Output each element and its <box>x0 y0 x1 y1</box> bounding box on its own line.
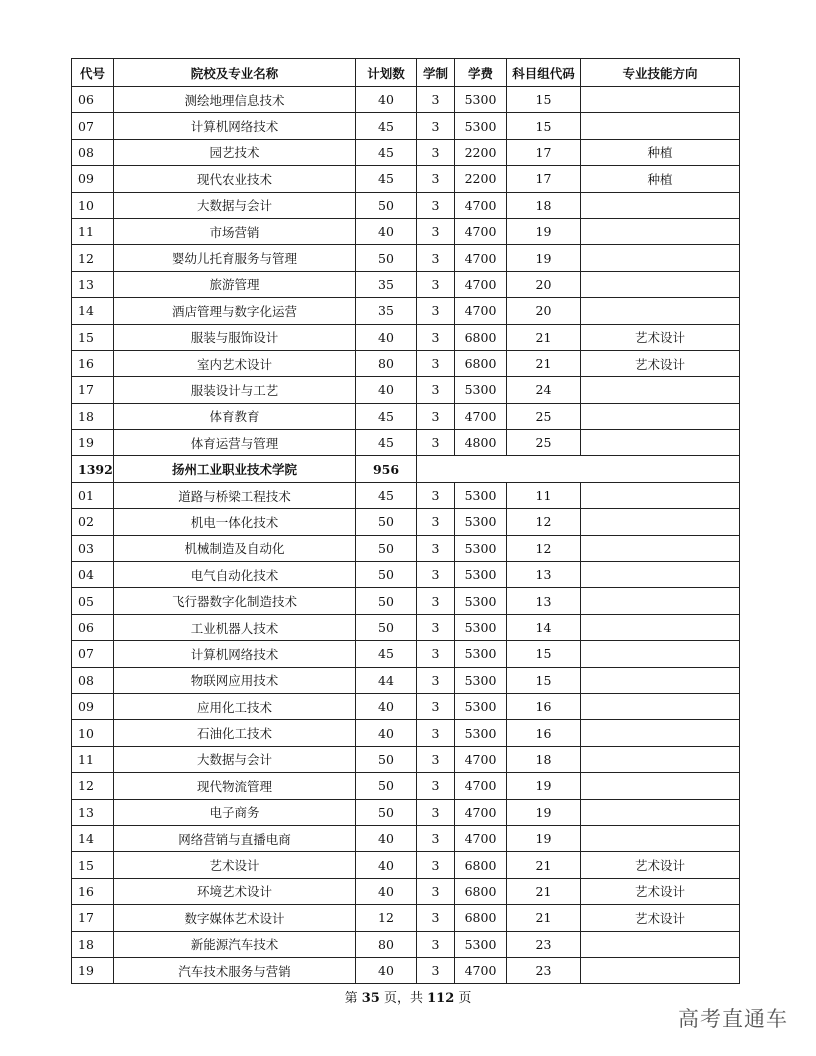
row-code: 08 <box>72 139 114 165</box>
row-duration: 3 <box>417 852 455 878</box>
row-code: 19 <box>72 957 114 983</box>
row-skill-direction <box>581 403 740 429</box>
row-tuition: 5300 <box>455 377 507 403</box>
row-plan: 40 <box>356 957 417 983</box>
row-tuition: 5300 <box>455 931 507 957</box>
row-skill-direction: 艺术设计 <box>581 878 740 904</box>
row-code: 12 <box>72 773 114 799</box>
row-major-name: 石油化工技术 <box>114 720 356 746</box>
row-plan: 40 <box>356 218 417 244</box>
row-subject-code: 20 <box>507 271 581 297</box>
row-plan: 50 <box>356 746 417 772</box>
row-skill-direction <box>581 245 740 271</box>
college-plan-total: 956 <box>356 456 417 482</box>
college-merged-cell <box>417 456 740 482</box>
row-major-name: 体育教育 <box>114 403 356 429</box>
row-duration: 3 <box>417 192 455 218</box>
row-major-name: 环境艺术设计 <box>114 878 356 904</box>
table-row <box>72 377 740 403</box>
row-plan: 50 <box>356 614 417 640</box>
header-tuition: 学费 <box>455 59 507 87</box>
row-plan: 45 <box>356 641 417 667</box>
row-tuition: 4700 <box>455 825 507 851</box>
row-duration: 3 <box>417 113 455 139</box>
row-skill-direction <box>581 693 740 719</box>
table-row <box>72 430 740 456</box>
row-subject-code: 14 <box>507 614 581 640</box>
table-row <box>72 720 740 746</box>
row-plan: 50 <box>356 535 417 561</box>
row-duration: 3 <box>417 298 455 324</box>
header-name: 院校及专业名称 <box>114 59 356 87</box>
row-code: 03 <box>72 535 114 561</box>
row-subject-code: 19 <box>507 773 581 799</box>
college-code: 1392 <box>72 456 114 482</box>
row-code: 10 <box>72 720 114 746</box>
row-skill-direction: 艺术设计 <box>581 905 740 931</box>
row-code: 15 <box>72 852 114 878</box>
row-subject-code: 11 <box>507 482 581 508</box>
row-subject-code: 15 <box>507 113 581 139</box>
table-row <box>72 773 740 799</box>
row-plan: 12 <box>356 905 417 931</box>
row-duration: 3 <box>417 509 455 535</box>
row-major-name: 服装设计与工艺 <box>114 377 356 403</box>
table-row <box>72 852 740 878</box>
table-row <box>72 878 740 904</box>
row-plan: 44 <box>356 667 417 693</box>
row-tuition: 2200 <box>455 139 507 165</box>
row-code: 16 <box>72 350 114 376</box>
row-code: 19 <box>72 430 114 456</box>
row-plan: 40 <box>356 852 417 878</box>
row-skill-direction: 艺术设计 <box>581 852 740 878</box>
row-plan: 50 <box>356 799 417 825</box>
footer-page-number: 35 <box>361 991 380 1006</box>
row-major-name: 机械制造及自动化 <box>114 535 356 561</box>
row-skill-direction <box>581 614 740 640</box>
row-major-name: 现代物流管理 <box>114 773 356 799</box>
row-code: 08 <box>72 667 114 693</box>
row-subject-code: 25 <box>507 403 581 429</box>
row-duration: 3 <box>417 799 455 825</box>
footer-total-pages: 112 <box>427 991 455 1006</box>
row-plan: 40 <box>356 324 417 350</box>
row-duration: 3 <box>417 562 455 588</box>
row-skill-direction <box>581 377 740 403</box>
row-subject-code: 21 <box>507 350 581 376</box>
row-skill-direction: 种植 <box>581 139 740 165</box>
row-code: 06 <box>72 614 114 640</box>
row-skill-direction <box>581 641 740 667</box>
row-subject-code: 23 <box>507 957 581 983</box>
row-tuition: 5300 <box>455 588 507 614</box>
row-major-name: 现代农业技术 <box>114 166 356 192</box>
row-subject-code: 16 <box>507 720 581 746</box>
row-tuition: 4700 <box>455 298 507 324</box>
row-major-name: 计算机网络技术 <box>114 641 356 667</box>
row-plan: 40 <box>356 720 417 746</box>
row-code: 09 <box>72 693 114 719</box>
table-row <box>72 218 740 244</box>
table-row <box>72 905 740 931</box>
row-tuition: 5300 <box>455 482 507 508</box>
row-duration: 3 <box>417 641 455 667</box>
row-skill-direction <box>581 957 740 983</box>
table-row <box>72 667 740 693</box>
row-skill-direction <box>581 667 740 693</box>
row-skill-direction <box>581 746 740 772</box>
table-row <box>72 324 740 350</box>
row-major-name: 电气自动化技术 <box>114 562 356 588</box>
row-plan: 35 <box>356 271 417 297</box>
row-major-name: 园艺技术 <box>114 139 356 165</box>
row-major-name: 大数据与会计 <box>114 192 356 218</box>
header-skill-direction: 专业技能方向 <box>581 59 740 87</box>
row-subject-code: 20 <box>507 298 581 324</box>
row-skill-direction <box>581 113 740 139</box>
row-tuition: 4700 <box>455 218 507 244</box>
row-subject-code: 15 <box>507 87 581 113</box>
row-duration: 3 <box>417 878 455 904</box>
header-subject-code: 科目组代码 <box>507 59 581 87</box>
row-code: 17 <box>72 905 114 931</box>
row-duration: 3 <box>417 957 455 983</box>
row-subject-code: 18 <box>507 746 581 772</box>
table-row <box>72 693 740 719</box>
row-tuition: 5300 <box>455 693 507 719</box>
row-tuition: 6800 <box>455 350 507 376</box>
row-code: 14 <box>72 298 114 324</box>
row-code: 12 <box>72 245 114 271</box>
row-skill-direction <box>581 562 740 588</box>
row-code: 14 <box>72 825 114 851</box>
row-tuition: 2200 <box>455 166 507 192</box>
row-duration: 3 <box>417 218 455 244</box>
row-tuition: 4700 <box>455 746 507 772</box>
row-tuition: 5300 <box>455 614 507 640</box>
row-code: 18 <box>72 403 114 429</box>
row-duration: 3 <box>417 588 455 614</box>
row-skill-direction <box>581 192 740 218</box>
table-row <box>72 957 740 983</box>
row-plan: 40 <box>356 87 417 113</box>
row-skill-direction <box>581 588 740 614</box>
row-plan: 45 <box>356 139 417 165</box>
row-duration: 3 <box>417 430 455 456</box>
row-subject-code: 18 <box>507 192 581 218</box>
row-major-name: 网络营销与直播电商 <box>114 825 356 851</box>
enrollment-plan-table <box>71 58 740 984</box>
row-subject-code: 19 <box>507 218 581 244</box>
row-tuition: 4700 <box>455 271 507 297</box>
row-tuition: 5300 <box>455 720 507 746</box>
row-subject-code: 17 <box>507 166 581 192</box>
row-tuition: 6800 <box>455 852 507 878</box>
table-row <box>72 271 740 297</box>
row-skill-direction <box>581 509 740 535</box>
row-duration: 3 <box>417 825 455 851</box>
row-major-name: 飞行器数字化制造技术 <box>114 588 356 614</box>
row-skill-direction <box>581 825 740 851</box>
row-skill-direction: 艺术设计 <box>581 324 740 350</box>
table-body-yangzhou-college <box>72 482 740 983</box>
college-row <box>72 456 740 482</box>
row-duration: 3 <box>417 667 455 693</box>
row-plan: 45 <box>356 166 417 192</box>
row-skill-direction <box>581 931 740 957</box>
table-row <box>72 350 740 376</box>
row-code: 04 <box>72 562 114 588</box>
table-row <box>72 535 740 561</box>
row-skill-direction <box>581 773 740 799</box>
row-major-name: 市场营销 <box>114 218 356 244</box>
table-row <box>72 588 740 614</box>
row-major-name: 艺术设计 <box>114 852 356 878</box>
row-subject-code: 15 <box>507 641 581 667</box>
row-duration: 3 <box>417 482 455 508</box>
row-tuition: 4700 <box>455 799 507 825</box>
row-duration: 3 <box>417 245 455 271</box>
row-tuition: 6800 <box>455 878 507 904</box>
row-plan: 40 <box>356 878 417 904</box>
row-tuition: 5300 <box>455 535 507 561</box>
row-code: 06 <box>72 87 114 113</box>
row-major-name: 物联网应用技术 <box>114 667 356 693</box>
row-major-name: 旅游管理 <box>114 271 356 297</box>
row-code: 15 <box>72 324 114 350</box>
header-plan: 计划数 <box>356 59 417 87</box>
row-subject-code: 13 <box>507 588 581 614</box>
row-subject-code: 23 <box>507 931 581 957</box>
row-subject-code: 21 <box>507 852 581 878</box>
row-subject-code: 16 <box>507 693 581 719</box>
row-code: 10 <box>72 192 114 218</box>
table-row <box>72 166 740 192</box>
row-major-name: 计算机网络技术 <box>114 113 356 139</box>
row-subject-code: 21 <box>507 905 581 931</box>
row-tuition: 4700 <box>455 192 507 218</box>
row-plan: 80 <box>356 931 417 957</box>
table-row <box>72 641 740 667</box>
table-row <box>72 245 740 271</box>
row-plan: 45 <box>356 113 417 139</box>
footer-suffix: 页 <box>454 991 472 1006</box>
row-plan: 50 <box>356 509 417 535</box>
row-code: 02 <box>72 509 114 535</box>
table-row <box>72 298 740 324</box>
row-subject-code: 19 <box>507 825 581 851</box>
header-duration: 学制 <box>417 59 455 87</box>
row-tuition: 4700 <box>455 245 507 271</box>
row-plan: 45 <box>356 482 417 508</box>
row-plan: 40 <box>356 377 417 403</box>
table-row <box>72 192 740 218</box>
row-code: 17 <box>72 377 114 403</box>
footer-prefix: 第 <box>344 991 362 1006</box>
table-row <box>72 931 740 957</box>
row-subject-code: 21 <box>507 878 581 904</box>
row-duration: 3 <box>417 139 455 165</box>
row-tuition: 5300 <box>455 641 507 667</box>
row-tuition: 5300 <box>455 509 507 535</box>
table-row <box>72 482 740 508</box>
row-duration: 3 <box>417 931 455 957</box>
table-row <box>72 825 740 851</box>
row-major-name: 婴幼儿托育服务与管理 <box>114 245 356 271</box>
row-major-name: 电子商务 <box>114 799 356 825</box>
row-tuition: 4700 <box>455 773 507 799</box>
row-duration: 3 <box>417 87 455 113</box>
row-code: 07 <box>72 641 114 667</box>
footer-middle: 页，共 <box>379 991 428 1006</box>
table-row <box>72 562 740 588</box>
row-tuition: 6800 <box>455 905 507 931</box>
table-row <box>72 87 740 113</box>
row-subject-code: 12 <box>507 535 581 561</box>
row-duration: 3 <box>417 166 455 192</box>
row-skill-direction <box>581 218 740 244</box>
row-duration: 3 <box>417 377 455 403</box>
row-skill-direction <box>581 298 740 324</box>
row-major-name: 室内艺术设计 <box>114 350 356 376</box>
row-tuition: 5300 <box>455 562 507 588</box>
row-duration: 3 <box>417 350 455 376</box>
row-major-name: 体育运营与管理 <box>114 430 356 456</box>
row-subject-code: 25 <box>507 430 581 456</box>
row-subject-code: 17 <box>507 139 581 165</box>
row-code: 05 <box>72 588 114 614</box>
row-code: 01 <box>72 482 114 508</box>
table-row <box>72 746 740 772</box>
row-subject-code: 13 <box>507 562 581 588</box>
row-skill-direction <box>581 482 740 508</box>
row-code: 13 <box>72 271 114 297</box>
table-body-college-header <box>72 456 740 482</box>
row-plan: 80 <box>356 350 417 376</box>
row-tuition: 5300 <box>455 667 507 693</box>
row-major-name: 测绘地理信息技术 <box>114 87 356 113</box>
row-subject-code: 21 <box>507 324 581 350</box>
row-skill-direction <box>581 799 740 825</box>
table-row <box>72 799 740 825</box>
row-skill-direction <box>581 430 740 456</box>
row-tuition: 4800 <box>455 430 507 456</box>
table-row <box>72 509 740 535</box>
row-duration: 3 <box>417 905 455 931</box>
row-subject-code: 12 <box>507 509 581 535</box>
row-major-name: 应用化工技术 <box>114 693 356 719</box>
row-skill-direction <box>581 87 740 113</box>
row-major-name: 道路与桥梁工程技术 <box>114 482 356 508</box>
row-duration: 3 <box>417 746 455 772</box>
row-skill-direction: 艺术设计 <box>581 350 740 376</box>
row-tuition: 4700 <box>455 403 507 429</box>
table-header-row <box>72 59 740 87</box>
row-plan: 40 <box>356 693 417 719</box>
table-body-previous-college <box>72 87 740 456</box>
row-plan: 50 <box>356 562 417 588</box>
row-major-name: 大数据与会计 <box>114 746 356 772</box>
row-skill-direction: 种植 <box>581 166 740 192</box>
row-code: 13 <box>72 799 114 825</box>
table-row <box>72 403 740 429</box>
row-major-name: 酒店管理与数字化运营 <box>114 298 356 324</box>
row-major-name: 新能源汽车技术 <box>114 931 356 957</box>
row-subject-code: 15 <box>507 667 581 693</box>
table-row <box>72 614 740 640</box>
row-duration: 3 <box>417 614 455 640</box>
row-major-name: 工业机器人技术 <box>114 614 356 640</box>
row-major-name: 机电一体化技术 <box>114 509 356 535</box>
row-subject-code: 24 <box>507 377 581 403</box>
row-code: 16 <box>72 878 114 904</box>
row-plan: 35 <box>356 298 417 324</box>
row-skill-direction <box>581 271 740 297</box>
row-plan: 45 <box>356 403 417 429</box>
row-duration: 3 <box>417 693 455 719</box>
row-tuition: 4700 <box>455 957 507 983</box>
row-plan: 50 <box>356 773 417 799</box>
table-row <box>72 139 740 165</box>
row-subject-code: 19 <box>507 799 581 825</box>
row-plan: 50 <box>356 588 417 614</box>
header-code: 代号 <box>72 59 114 87</box>
row-duration: 3 <box>417 403 455 429</box>
row-code: 11 <box>72 218 114 244</box>
row-plan: 50 <box>356 192 417 218</box>
college-name: 扬州工业职业技术学院 <box>114 456 356 482</box>
row-duration: 3 <box>417 720 455 746</box>
watermark-text: 高考直通车 <box>678 1007 788 1031</box>
row-plan: 45 <box>356 430 417 456</box>
row-major-name: 汽车技术服务与营销 <box>114 957 356 983</box>
row-plan: 50 <box>356 245 417 271</box>
table-row <box>72 113 740 139</box>
row-skill-direction <box>581 720 740 746</box>
row-code: 09 <box>72 166 114 192</box>
row-code: 07 <box>72 113 114 139</box>
row-major-name: 数字媒体艺术设计 <box>114 905 356 931</box>
row-major-name: 服装与服饰设计 <box>114 324 356 350</box>
row-subject-code: 19 <box>507 245 581 271</box>
row-skill-direction <box>581 535 740 561</box>
row-duration: 3 <box>417 535 455 561</box>
row-plan: 40 <box>356 825 417 851</box>
row-code: 18 <box>72 931 114 957</box>
row-tuition: 5300 <box>455 113 507 139</box>
row-code: 11 <box>72 746 114 772</box>
row-duration: 3 <box>417 773 455 799</box>
row-duration: 3 <box>417 324 455 350</box>
row-tuition: 6800 <box>455 324 507 350</box>
row-duration: 3 <box>417 271 455 297</box>
row-tuition: 5300 <box>455 87 507 113</box>
